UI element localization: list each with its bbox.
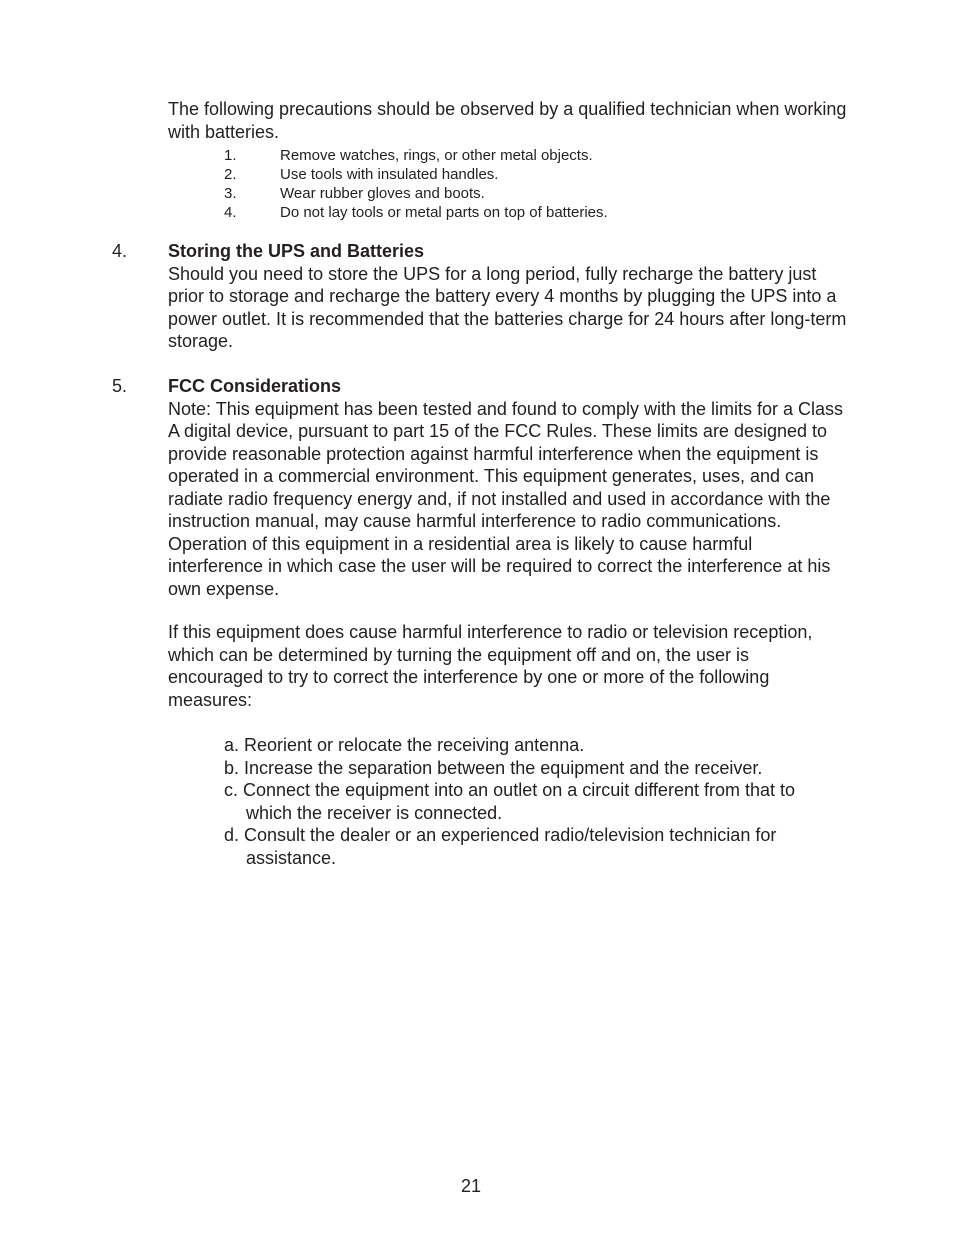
list-item: c. Connect the equipment into an outlet on a circuit different from that to which the receiver is connected. xyxy=(224,780,795,823)
intro-paragraph: The following precautions should be observed by a qualified technician when working with batteries. xyxy=(168,99,847,142)
list-item xyxy=(224,165,824,184)
measures-list xyxy=(224,734,844,869)
section-4-title: Storing the UPS and Batteries xyxy=(168,241,425,261)
precautions-list xyxy=(224,146,824,222)
list-item-text: Use tools with insulated handles. xyxy=(280,166,499,183)
list-item-text: Wear rubber gloves and boots. xyxy=(280,185,485,202)
section-5-title: FCC Considerations xyxy=(168,376,342,396)
section-5-number: 5. xyxy=(112,376,128,396)
section-4-number: 4. xyxy=(112,241,128,261)
list-item: a. Reorient or relocate the receiving antenna. xyxy=(224,735,585,755)
list-item-number: 2. xyxy=(224,166,237,183)
section-4-body: Should you need to store the UPS for a long period, fully recharge the battery just prior to storage and recharge the battery every 4 months by plugging the UPS into a power outlet. It is recommended that the batteries charge for 24 hours after long-term storage. xyxy=(168,263,847,351)
list-item-text: Remove watches, rings, or other metal objects. xyxy=(280,147,593,164)
list-item: d. Consult the dealer or an experienced radio/television technician for assistance. xyxy=(224,825,777,868)
section-4 xyxy=(168,240,848,353)
section-5-body-2: If this equipment does cause harmful interference to radio or television reception, which can be determined by turning the equipment off and on, the user is encouraged to try to correct the interference by one or more of the following measures: xyxy=(168,622,813,710)
list-item xyxy=(224,184,824,203)
section-5-body: Note: This equipment has been tested and found to comply with the limits for a Class A digital device, pursuant to part 15 of the FCC Rules. These limits are designed to provide reasonable protection against harmful interference when the equipment is operated in a commercial environment. This equipment generates, uses, and can radiate radio frequency energy and, if not installed and used in accordance with the instruction manual, may cause harmful interference to radio communications. Operation of this equipment in a residential area is likely to cause harmful interference in which case the user will be required to correct the interference at his own expense. xyxy=(168,398,844,599)
list-item-number: 1. xyxy=(224,147,237,164)
list-item: b. Increase the separation between the equipment and the receiver. xyxy=(224,757,763,778)
section-5 xyxy=(168,375,848,600)
list-item-number: 4. xyxy=(224,204,237,221)
list-item xyxy=(224,203,824,222)
page-number: 21 xyxy=(460,1176,482,1196)
list-item xyxy=(224,146,824,165)
list-item-number: 3. xyxy=(224,185,237,202)
list-item-text: Do not lay tools or metal parts on top of batteries. xyxy=(280,204,608,221)
